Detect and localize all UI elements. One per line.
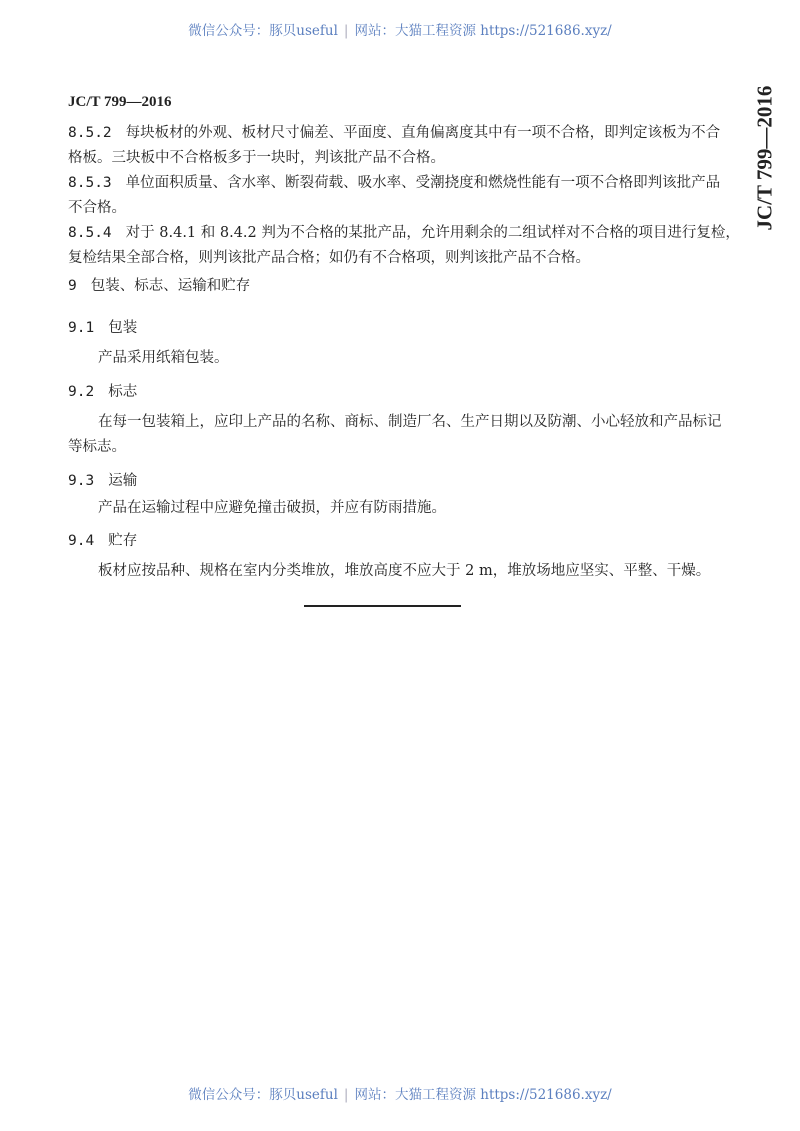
subsection-title: 包装 xyxy=(108,320,138,336)
clause-number: 8.5.4 xyxy=(68,225,112,241)
side-doc-code: JC/T 799—2016 xyxy=(752,85,777,231)
paragraph: 板材应按品种、规格在室内分类堆放，堆放高度不应大于 2 m，堆放场地应坚实、平整、干燥。 xyxy=(98,563,711,579)
section-number: 9 xyxy=(68,278,77,294)
clause-text: 不合格。 xyxy=(68,200,126,216)
subsection-title: 标志 xyxy=(108,384,138,400)
paragraph: 在每一包装箱上，应印上产品的名称、商标、制造厂名、生产日期以及防潮、小心轻放和产品标记 xyxy=(98,414,722,430)
clause-8-5-2 xyxy=(68,124,720,142)
subsection-number: 9.3 xyxy=(68,473,95,489)
paragraph: 等标志。 xyxy=(68,439,126,455)
watermark-separator: | xyxy=(343,23,349,39)
subsection-9-4-heading xyxy=(68,532,137,550)
subsection-title: 贮存 xyxy=(108,533,138,549)
end-rule xyxy=(304,605,461,607)
clause-number: 8.5.3 xyxy=(68,175,112,191)
paragraph: 产品在运输过程中应避免撞击破损，并应有防雨措施。 xyxy=(98,500,446,516)
watermark-account: 微信公众号：豚贝useful xyxy=(188,23,338,39)
paragraph: 产品采用纸箱包装。 xyxy=(98,350,229,366)
clause-text: 每块板材的外观、板材尺寸偏差、平面度、直角偏离度其中有一项不合格，即判定该板为不合 xyxy=(125,125,721,141)
clause-number: 8.5.2 xyxy=(68,125,112,141)
subsection-9-1-heading xyxy=(68,319,137,337)
clause-text: 格板。三块板中不合格板多于一块时，判该批产品不合格。 xyxy=(68,150,445,166)
clause-text: 复检结果全部合格，则判该批产品合格；如仍有不合格项，则判该批产品不合格。 xyxy=(68,250,590,266)
watermark-bottom xyxy=(0,1083,800,1103)
clause-text: 对于 8.4.1 和 8.4.2 判为不合格的某批产品，允许用剩余的二组试样对不合格的项目进行复检， xyxy=(125,225,740,241)
clause-8-5-4 xyxy=(68,224,740,242)
section-9-heading xyxy=(68,277,250,295)
subsection-9-3-heading xyxy=(68,472,137,490)
section-title: 包装、标志、运输和贮存 xyxy=(90,278,251,294)
subsection-9-2-heading xyxy=(68,383,137,401)
watermark-site: 网站：大猫工程资源 https://521686.xyz/ xyxy=(354,1087,612,1103)
watermark-account: 微信公众号：豚贝useful xyxy=(188,1087,338,1103)
watermark-separator: | xyxy=(343,1087,349,1103)
subsection-title: 运输 xyxy=(108,473,138,489)
subsection-number: 9.2 xyxy=(68,384,95,400)
doc-code: JC/T 799—2016 xyxy=(68,94,172,110)
subsection-number: 9.4 xyxy=(68,533,95,549)
subsection-number: 9.1 xyxy=(68,320,95,336)
watermark-site: 网站：大猫工程资源 https://521686.xyz/ xyxy=(354,23,612,39)
clause-8-5-3 xyxy=(68,174,720,192)
clause-text: 单位面积质量、含水率、断裂荷载、吸水率、受潮挠度和燃烧性能有一项不合格即判该批产品 xyxy=(125,175,721,191)
watermark-top xyxy=(0,19,800,39)
